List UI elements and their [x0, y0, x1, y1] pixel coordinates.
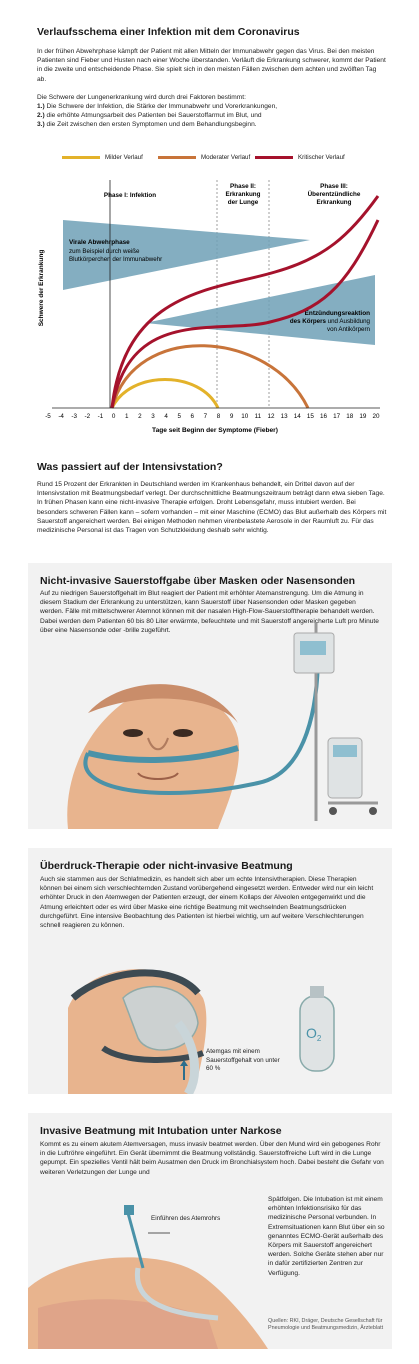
- wedge-inflammation-title: Entzündungsreaktion: [304, 310, 370, 317]
- bottle-valve: [310, 986, 324, 998]
- legend-critical: Kritischer Verlauf: [255, 154, 345, 161]
- legend-mild: Milder Verlauf: [62, 154, 143, 161]
- x-tick-label: 10: [241, 413, 249, 420]
- icu-title: Was passiert auf der Intensivstation?: [37, 461, 223, 473]
- x-tick-label: 4: [164, 413, 168, 420]
- s2-caption: Atemgas mit einem Sauerstoffgehalt von unter 60 %: [206, 1048, 280, 1072]
- section-pressure-therapy: [28, 848, 392, 1094]
- s2-title: Überdruck-Therapie oder nicht-invasive Beatmung: [40, 860, 293, 872]
- tube-label: Einführen des Atemrohrs: [151, 1215, 221, 1222]
- factor-item: 1.) Die Schwere der Infektion, die Stärke der Immunabwehr und Vorerkrankungen,: [37, 103, 278, 111]
- x-tick-label: 16: [320, 413, 328, 420]
- s2-text: Auch sie stammen aus der Schlafmedizin, es handelt sich aber um echte Intensivtherapien. Diese Therapien können bei einem sich verschlechternden Zustand vorübergehend eingesetzt werden. Entweder wird nur ein leicht erhöhter Druck in den Atemwegen der Patienten erzeugt, der einem Kollaps der Alveolen entgegenwirkt und die Atmung erleichtert oder es wird über Maske eine richtige Beatmung mit wechselnden Beatmungsdrücken durchgeführt. Eine intensive Beobachtung des Patienten ist hierbei wichtig, um auf weitere Verschlechterungen schnell reagieren zu können.: [40, 876, 374, 930]
- disease-course-chart: [0, 170, 419, 440]
- x-tick-label: 6: [190, 413, 195, 420]
- x-tick-label: -5: [45, 413, 51, 420]
- intro-section: [37, 26, 387, 130]
- phase-1-label: Phase I: Infektion: [103, 192, 157, 199]
- y-axis-label: Schwere der Erkrankung: [38, 249, 45, 327]
- x-tick-label: 7: [203, 413, 208, 420]
- x-tick-label: -2: [84, 413, 91, 420]
- series-mild-line: [112, 380, 218, 409]
- legend-swatch: [255, 156, 293, 159]
- x-tick-label: 5: [177, 413, 181, 420]
- x-tick-label: 11: [254, 413, 262, 420]
- x-tick-label: -1: [97, 413, 104, 420]
- x-tick-label: 18: [346, 413, 354, 420]
- factor-item: 2.) die erhöhte Atmungsarbeit des Patienten bei Sauerstoffarmut im Blut, und: [37, 112, 262, 120]
- x-tick-labels: [45, 413, 380, 420]
- factors-intro: Die Schwere der Lungenerkrankung wird durch drei Faktoren bestimmt:: [37, 93, 246, 101]
- intro-text: In der frühen Abwehrphase kämpft der Patient mit allen Mitteln der Immunabwehr gegen das Virus. Bei den meisten Patienten sind Fieber und Husten nach einer Woche überstanden. Verläuft die Erkrankung schwerer, kommt der Patient in die zweite und entscheidende Phase. Sie spielt sich in den meisten Fällen zwischen dem achten und zwölften Tag ab.: [37, 48, 386, 83]
- humidifier-screen: [300, 641, 326, 655]
- x-tick-label: 14: [293, 413, 301, 420]
- legend-moderate: Moderater Verlauf: [158, 154, 250, 161]
- sources-note: Quellen: RKI, Dräger, Deutsche Gesellschaft für Pneumologie und Beatmungsmedizin, Ärzteblatt: [268, 1318, 384, 1331]
- x-tick-label: 15: [306, 413, 314, 420]
- x-tick-label: 2: [138, 413, 142, 420]
- o2-label: $O_2$: [306, 1025, 322, 1043]
- wheel: [369, 807, 377, 815]
- factor-item: 3.) die Zeit zwischen den ersten Symptomen und dem Behandlungsbeginn.: [37, 121, 257, 129]
- s3-text-continued: Spätfolgen. Die Intubation ist mit einem erhöhten Infektionsrisiko für das medizinische Personal verbunden. In Extremsituationen kann Blut über ein so genanntes ECMO-Gerät außerhalb des Körpers mit Sauerstoff angereichert werden. Solche Geräte stehen aber nur in dafür zertifizierten Zentren zur Verfügung.: [268, 1196, 385, 1277]
- icu-text: Rund 15 Prozent der Erkrankten in Deutschland werden im Krankenhaus behandelt, ein Drittel davon auf der Intensivstation mit Beatmungsbedarf verlegt. Der durchschnittliche Beatmungszeitraum beträgt dann etwa sieben Tage. In frühen Phasen kann eine nicht-invasive Therapie erfolgen. Droht Lebensgefahr, muss intubiert werden. Bei besonders schweren Fällen kann – sofern vorhanden – mit einer Maschine (ECMO) das Blut außerhalb des Körpers mit Sauerstoff angereichert werden. Bei einigen Methoden nehmen virenbelastete Aerosole in der Raumluft zu. Für das medizinische Personal ist das Tragen von Schutzkleidung deshalb sehr wichtig.: [37, 481, 387, 535]
- phase-3-label: Phase III: Überentzündliche Erkrankung: [307, 183, 361, 206]
- wedge-inflammation-text: des Körpers und Ausbildung von Antikörpern: [289, 318, 370, 333]
- wedge-viral-defense: [63, 220, 310, 290]
- x-tick-label: 12: [267, 413, 275, 420]
- x-tick-label: 17: [333, 413, 341, 420]
- page-title: Verlaufsschema einer Infektion mit dem Coronavirus: [37, 26, 300, 38]
- section-oxygen-nasal: [28, 563, 392, 829]
- wheel: [329, 807, 337, 815]
- s3-title: Invasive Beatmung mit Intubation unter Narkose: [40, 1125, 282, 1137]
- s3-text: Kommt es zu einem akutem Atemversagen, muss invasiv beatmet werden. Über den Mund wird ein gebogenes Rohr in die Luftröhre eingeführt. Ein Gerät übernimmt die Beatmung vollständig. Sauerstoffreiche Luft wird in die Lunge gepumpt. Ein spezielles Ventil hält beim Ausatmen den Druck im Bronchialsystem hoch. Dabei besteht die Gefahr von weiteren Verletzungen der Lunge und: [40, 1141, 384, 1176]
- wedge-viral-text: zum Beispiel durch weiße Blutkörperchen der Immunabwehr: [69, 248, 163, 263]
- legend-swatch: [158, 156, 196, 159]
- x-tick-label: -3: [71, 413, 78, 420]
- x-tick-label: 9: [229, 413, 234, 420]
- factors-list: [37, 102, 387, 130]
- x-tick-label: 1: [124, 413, 129, 420]
- tube-connector: [124, 1205, 134, 1215]
- x-tick-label: -4: [58, 413, 64, 420]
- s1-title: Nicht-invasive Sauerstoffgabe über Masken oder Nasensonden: [40, 575, 356, 587]
- x-tick-label: 0: [111, 413, 116, 420]
- phase-2-label: Phase II: Erkrankung der Lunge: [225, 183, 261, 206]
- s3-illustration: [28, 1113, 392, 1349]
- section-intubation: [28, 1113, 392, 1349]
- x-tick-label: 3: [151, 413, 155, 420]
- x-tick-label: 8: [216, 413, 221, 420]
- patient-eye: [173, 729, 193, 737]
- x-axis-label: Tage seit Beginn der Symptome (Fieber): [152, 427, 278, 434]
- x-tick-label: 19: [359, 413, 367, 420]
- s1-illustration: [28, 563, 392, 829]
- legend-swatch: [62, 156, 100, 159]
- patient-eye: [123, 729, 143, 737]
- icu-section: [37, 461, 387, 535]
- wedge-viral-title: Virale Abwehrphase: [69, 239, 130, 246]
- s1-text: Auf zu niedrigen Sauerstoffgehalt im Blut reagiert der Patient mit erhöhter Atemanstrengung. Um die Atmung in diesem Stadium der Erkrankung zu unterstützen, kann Sauerstoff über Nasensonden oder Masken gegeben werden. Fälle mit mittelschwerer Atemnot können mit der nasalen High-Flow-Sauerstofftherapie behandelt werden. Dabei werden dem Patienten 60 bis 80 Liter erwärmte, befeuchtete und mit Sauerstoff angereicherte Luft pro Minute über eine Nasensonde oder -brille zugeführt.: [40, 590, 379, 634]
- device-display: [333, 745, 357, 757]
- x-tick-label: 20: [372, 413, 380, 420]
- x-tick-label: 13: [280, 413, 288, 420]
